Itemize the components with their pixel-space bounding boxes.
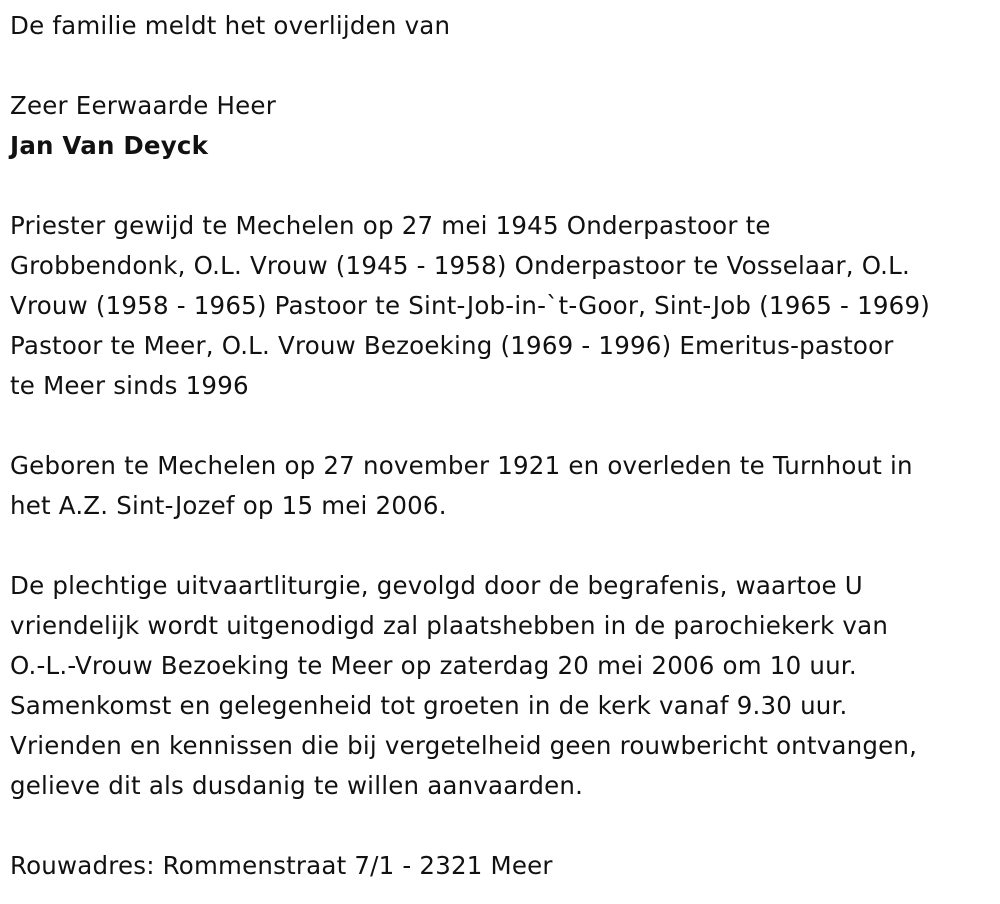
funeral-line: De plechtige uitvaartliturgie, gevolgd door de begrafenis, waartoe U <box>10 571 863 600</box>
obituary-text <box>10 6 985 886</box>
honorific-title: Zeer Eerwaarde Heer <box>10 91 276 120</box>
spacer <box>10 166 985 206</box>
deceased-name: Jan Van Deyck <box>10 131 209 160</box>
career-line: Grobbendonk, O.L. Vrouw (1945 - 1958) Onderpastoor te Vosselaar, O.L. <box>10 251 911 280</box>
career-paragraph <box>10 206 985 406</box>
funeral-line: gelieve dit als dusdanig te willen aanvaarden. <box>10 771 584 800</box>
funeral-paragraph <box>10 566 985 806</box>
career-line: Priester gewijd te Mechelen op 27 mei 1945 Onderpastoor te <box>10 211 771 240</box>
funeral-line: Samenkomst en gelegenheid tot groeten in de kerk vanaf 9.30 uur. <box>10 691 848 720</box>
mourning-address: Rouwadres: Rommenstraat 7/1 - 2321 Meer <box>10 851 553 880</box>
spacer <box>10 806 985 846</box>
career-line: Pastoor te Meer, O.L. Vrouw Bezoeking (1969 - 1996) Emeritus-pastoor <box>10 331 894 360</box>
birth-death-line: Geboren te Mechelen op 27 november 1921 en overleden te Turnhout in <box>10 451 913 480</box>
career-line: Vrouw (1958 - 1965) Pastoor te Sint-Job-in-`t-Goor, Sint-Job (1965 - 1969) <box>10 291 930 320</box>
career-line: te Meer sinds 1996 <box>10 371 249 400</box>
birth-death-paragraph <box>10 446 985 526</box>
funeral-line: O.-L.-Vrouw Bezoeking te Meer op zaterdag 20 mei 2006 om 10 uur. <box>10 651 857 680</box>
spacer <box>10 406 985 446</box>
funeral-line: Vrienden en kennissen die bij vergetelheid geen rouwbericht ontvangen, <box>10 731 918 760</box>
funeral-line: vriendelijk wordt uitgenodigd zal plaatshebben in de parochiekerk van <box>10 611 889 640</box>
spacer <box>10 46 985 86</box>
announcement-line: De familie meldt het overlijden van <box>10 11 451 40</box>
spacer <box>10 526 985 566</box>
birth-death-line: het A.Z. Sint-Jozef op 15 mei 2006. <box>10 491 447 520</box>
